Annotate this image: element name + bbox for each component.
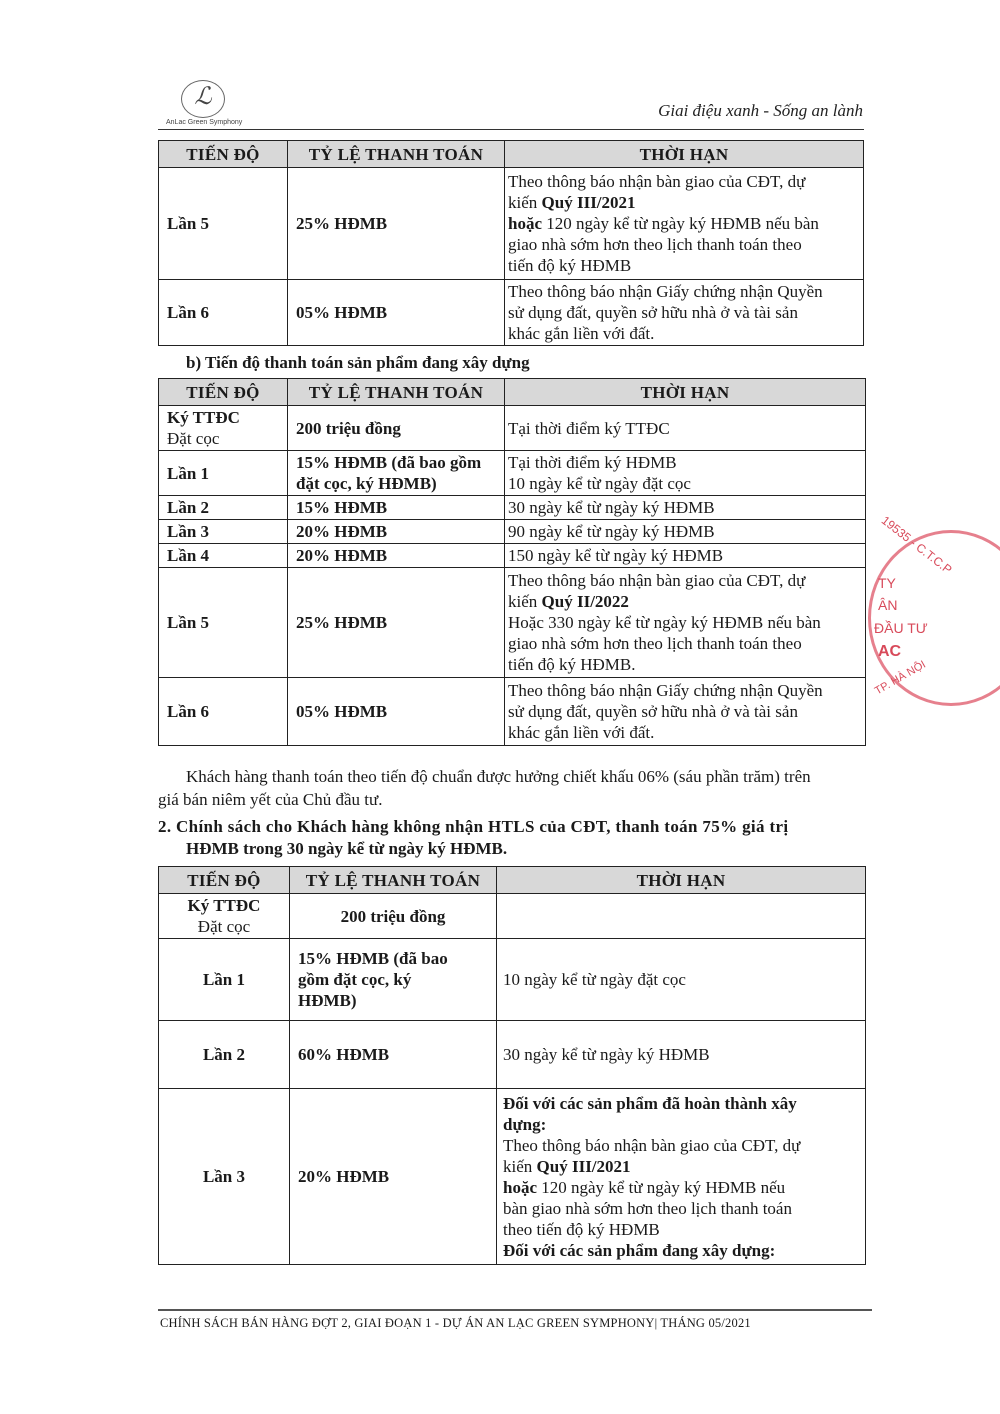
table-row	[159, 451, 866, 496]
stage-cell: Lần 1	[159, 451, 288, 496]
term-line: Theo thông báo nhận Giấy chứng nhận Quyền	[508, 282, 823, 301]
table-row	[159, 678, 866, 746]
col-header-stage: TIẾN ĐỘ	[159, 379, 288, 406]
term-cell	[505, 280, 864, 346]
discount-note: Khách hàng thanh toán theo tiến độ chuẩn được hưởng chiết khấu 06% (sáu phần trăm) trên	[186, 767, 811, 786]
term-cell	[505, 168, 864, 280]
rate-cell: 05% HĐMB	[288, 280, 505, 346]
stage-cell: Lần 5	[159, 568, 288, 678]
term-line: hoặc 120 ngày kể từ ngày ký HĐMB nếu bàn	[508, 214, 819, 233]
col-header-term: THỜI HẠN	[505, 379, 866, 406]
col-header-stage: TIẾN ĐỘ	[159, 141, 288, 168]
rate-cell: 15% HĐMB	[288, 496, 505, 520]
term-cell: Đối với các sản phẩm đã hoàn thành xây dựng: Theo thông báo nhận bàn giao của CĐT, dự kiến Quý III/2021 hoặc 120 ngày kể từ ngày ký HĐMB nếu bàn giao nhà sớm hơn theo lịch thanh toán theo tiến độ ký HĐMB Đối với các sản phẩm đang xây dựng:	[497, 1089, 866, 1265]
term-cell: 30 ngày kể từ ngày ký HĐMB	[497, 1021, 866, 1089]
stage-cell: Lần 3	[159, 520, 288, 544]
rate-cell: 20% HĐMB	[288, 544, 505, 568]
stage-cell: Lần 6	[159, 280, 288, 346]
rate-cell: 25% HĐMB	[288, 568, 505, 678]
term-line: khác gắn liền với đất.	[508, 324, 655, 343]
payment-table-b	[158, 378, 866, 746]
stamp-text: ĐẦU TƯ	[874, 620, 928, 636]
term-cell: Tại thời điểm ký HĐMB 10 ngày kể từ ngày đặt cọc	[505, 451, 866, 496]
col-header-rate: TỶ LỆ THANH TOÁN	[290, 867, 497, 894]
section-2-heading-cont: HĐMB trong 30 ngày kể từ ngày ký HĐMB.	[186, 839, 508, 858]
col-header-term: THỜI HẠN	[497, 867, 866, 894]
table-row	[159, 544, 866, 568]
term-line: kiến Quý III/2021	[508, 193, 636, 212]
rate-cell: 200 triệu đồng	[290, 894, 497, 939]
section-b-heading: b) Tiến độ thanh toán sản phẩm đang xây dựng	[186, 353, 530, 372]
stage-cell: Lần 6	[159, 678, 288, 746]
payment-table-a	[158, 140, 864, 346]
term-cell: Theo thông báo nhận Giấy chứng nhận Quyền sử dụng đất, quyền sở hữu nhà ở và tài sản khác gắn liền với đất.	[505, 678, 866, 746]
rate-cell: 15% HĐMB (đã bao gồm đặt cọc, ký HĐMB)	[288, 451, 505, 496]
table-row	[159, 406, 866, 451]
col-header-rate: TỶ LỆ THANH TOÁN	[288, 141, 505, 168]
table-row	[159, 168, 864, 280]
stamp-text: ÂN	[878, 597, 898, 613]
rate-cell: 60% HĐMB	[290, 1021, 497, 1089]
header-divider	[158, 129, 864, 130]
stage-cell: Ký TTĐC Đặt cọc	[159, 406, 288, 451]
term-line: tiến độ ký HĐMB	[508, 256, 632, 275]
term-cell: 10 ngày kể từ ngày đặt cọc	[497, 939, 866, 1021]
table-row	[159, 280, 864, 346]
footer-text: CHÍNH SÁCH BÁN HÀNG ĐỢT 2, GIAI ĐOẠN 1 - DỰ ÁN AN LẠC GREEN SYMPHONY| THÁNG 05/2021	[160, 1316, 751, 1330]
col-header-term: THỜI HẠN	[505, 141, 864, 168]
term-cell: Tại thời điểm ký TTĐC	[505, 406, 866, 451]
table-row	[159, 1021, 866, 1089]
footer-divider	[158, 1309, 872, 1311]
rate-cell: 20% HĐMB	[290, 1089, 497, 1265]
rate-cell: 200 triệu đồng	[288, 406, 505, 451]
term-cell: 150 ngày kể từ ngày ký HĐMB	[505, 544, 866, 568]
term-cell: Theo thông báo nhận bàn giao của CĐT, dự kiến Quý II/2022 Hoặc 330 ngày kể từ ngày ký HĐMB nếu bàn giao nhà sớm hơn theo lịch thanh toán theo tiến độ ký HĐMB.	[505, 568, 866, 678]
payment-table-c	[158, 866, 866, 1265]
table-row	[159, 1089, 866, 1265]
term-line: Theo thông báo nhận bàn giao của CĐT, dự	[508, 172, 806, 191]
col-header-rate: TỶ LỆ THANH TOÁN	[288, 379, 505, 406]
rate-cell: 05% HĐMB	[288, 678, 505, 746]
rate-cell: 20% HĐMB	[288, 520, 505, 544]
stage-cell: Lần 2	[159, 1021, 290, 1089]
table-row	[159, 939, 866, 1021]
table-row	[159, 894, 866, 939]
stage-cell: Ký TTĐC Đặt cọc	[159, 894, 290, 939]
stage-cell: Lần 2	[159, 496, 288, 520]
stamp-text: AC	[878, 643, 902, 660]
stage-cell: Lần 5	[159, 168, 288, 280]
stage-cell: Lần 4	[159, 544, 288, 568]
term-cell: 90 ngày kể từ ngày ký HĐMB	[505, 520, 866, 544]
tagline: Giai điệu xanh - Sống an lành	[658, 101, 863, 120]
section-2-heading: 2. Chính sách cho Khách hàng không nhận HTLS của CĐT, thanh toán 75% giá trị	[158, 817, 789, 836]
stamp-text: TP. HÀ NỘI	[872, 658, 928, 698]
term-cell	[497, 894, 866, 939]
logo-caption: AnLac Green Symphony	[166, 119, 243, 126]
rate-cell: 15% HĐMB (đã bao gồm đặt cọc, ký HĐMB)	[290, 939, 497, 1021]
table-row	[159, 496, 866, 520]
stage-cell: Lần 1	[159, 939, 290, 1021]
stamp-text: TY	[878, 575, 896, 591]
term-line: giao nhà sớm hơn theo lịch thanh toán theo	[508, 235, 802, 254]
term-cell: 30 ngày kể từ ngày ký HĐMB	[505, 496, 866, 520]
discount-note-cont: giá bán niêm yết của Chủ đầu tư.	[158, 790, 383, 809]
table-row	[159, 568, 866, 678]
logo-icon: ℒ	[194, 84, 212, 110]
rate-cell: 25% HĐMB	[288, 168, 505, 280]
col-header-stage: TIẾN ĐỘ	[159, 867, 290, 894]
term-line: sử dụng đất, quyền sở hữu nhà ở và tài sản	[508, 303, 798, 322]
stage-cell: Lần 3	[159, 1089, 290, 1265]
stamp-text: 19535 - C.T.C.P	[878, 513, 955, 577]
table-row	[159, 520, 866, 544]
